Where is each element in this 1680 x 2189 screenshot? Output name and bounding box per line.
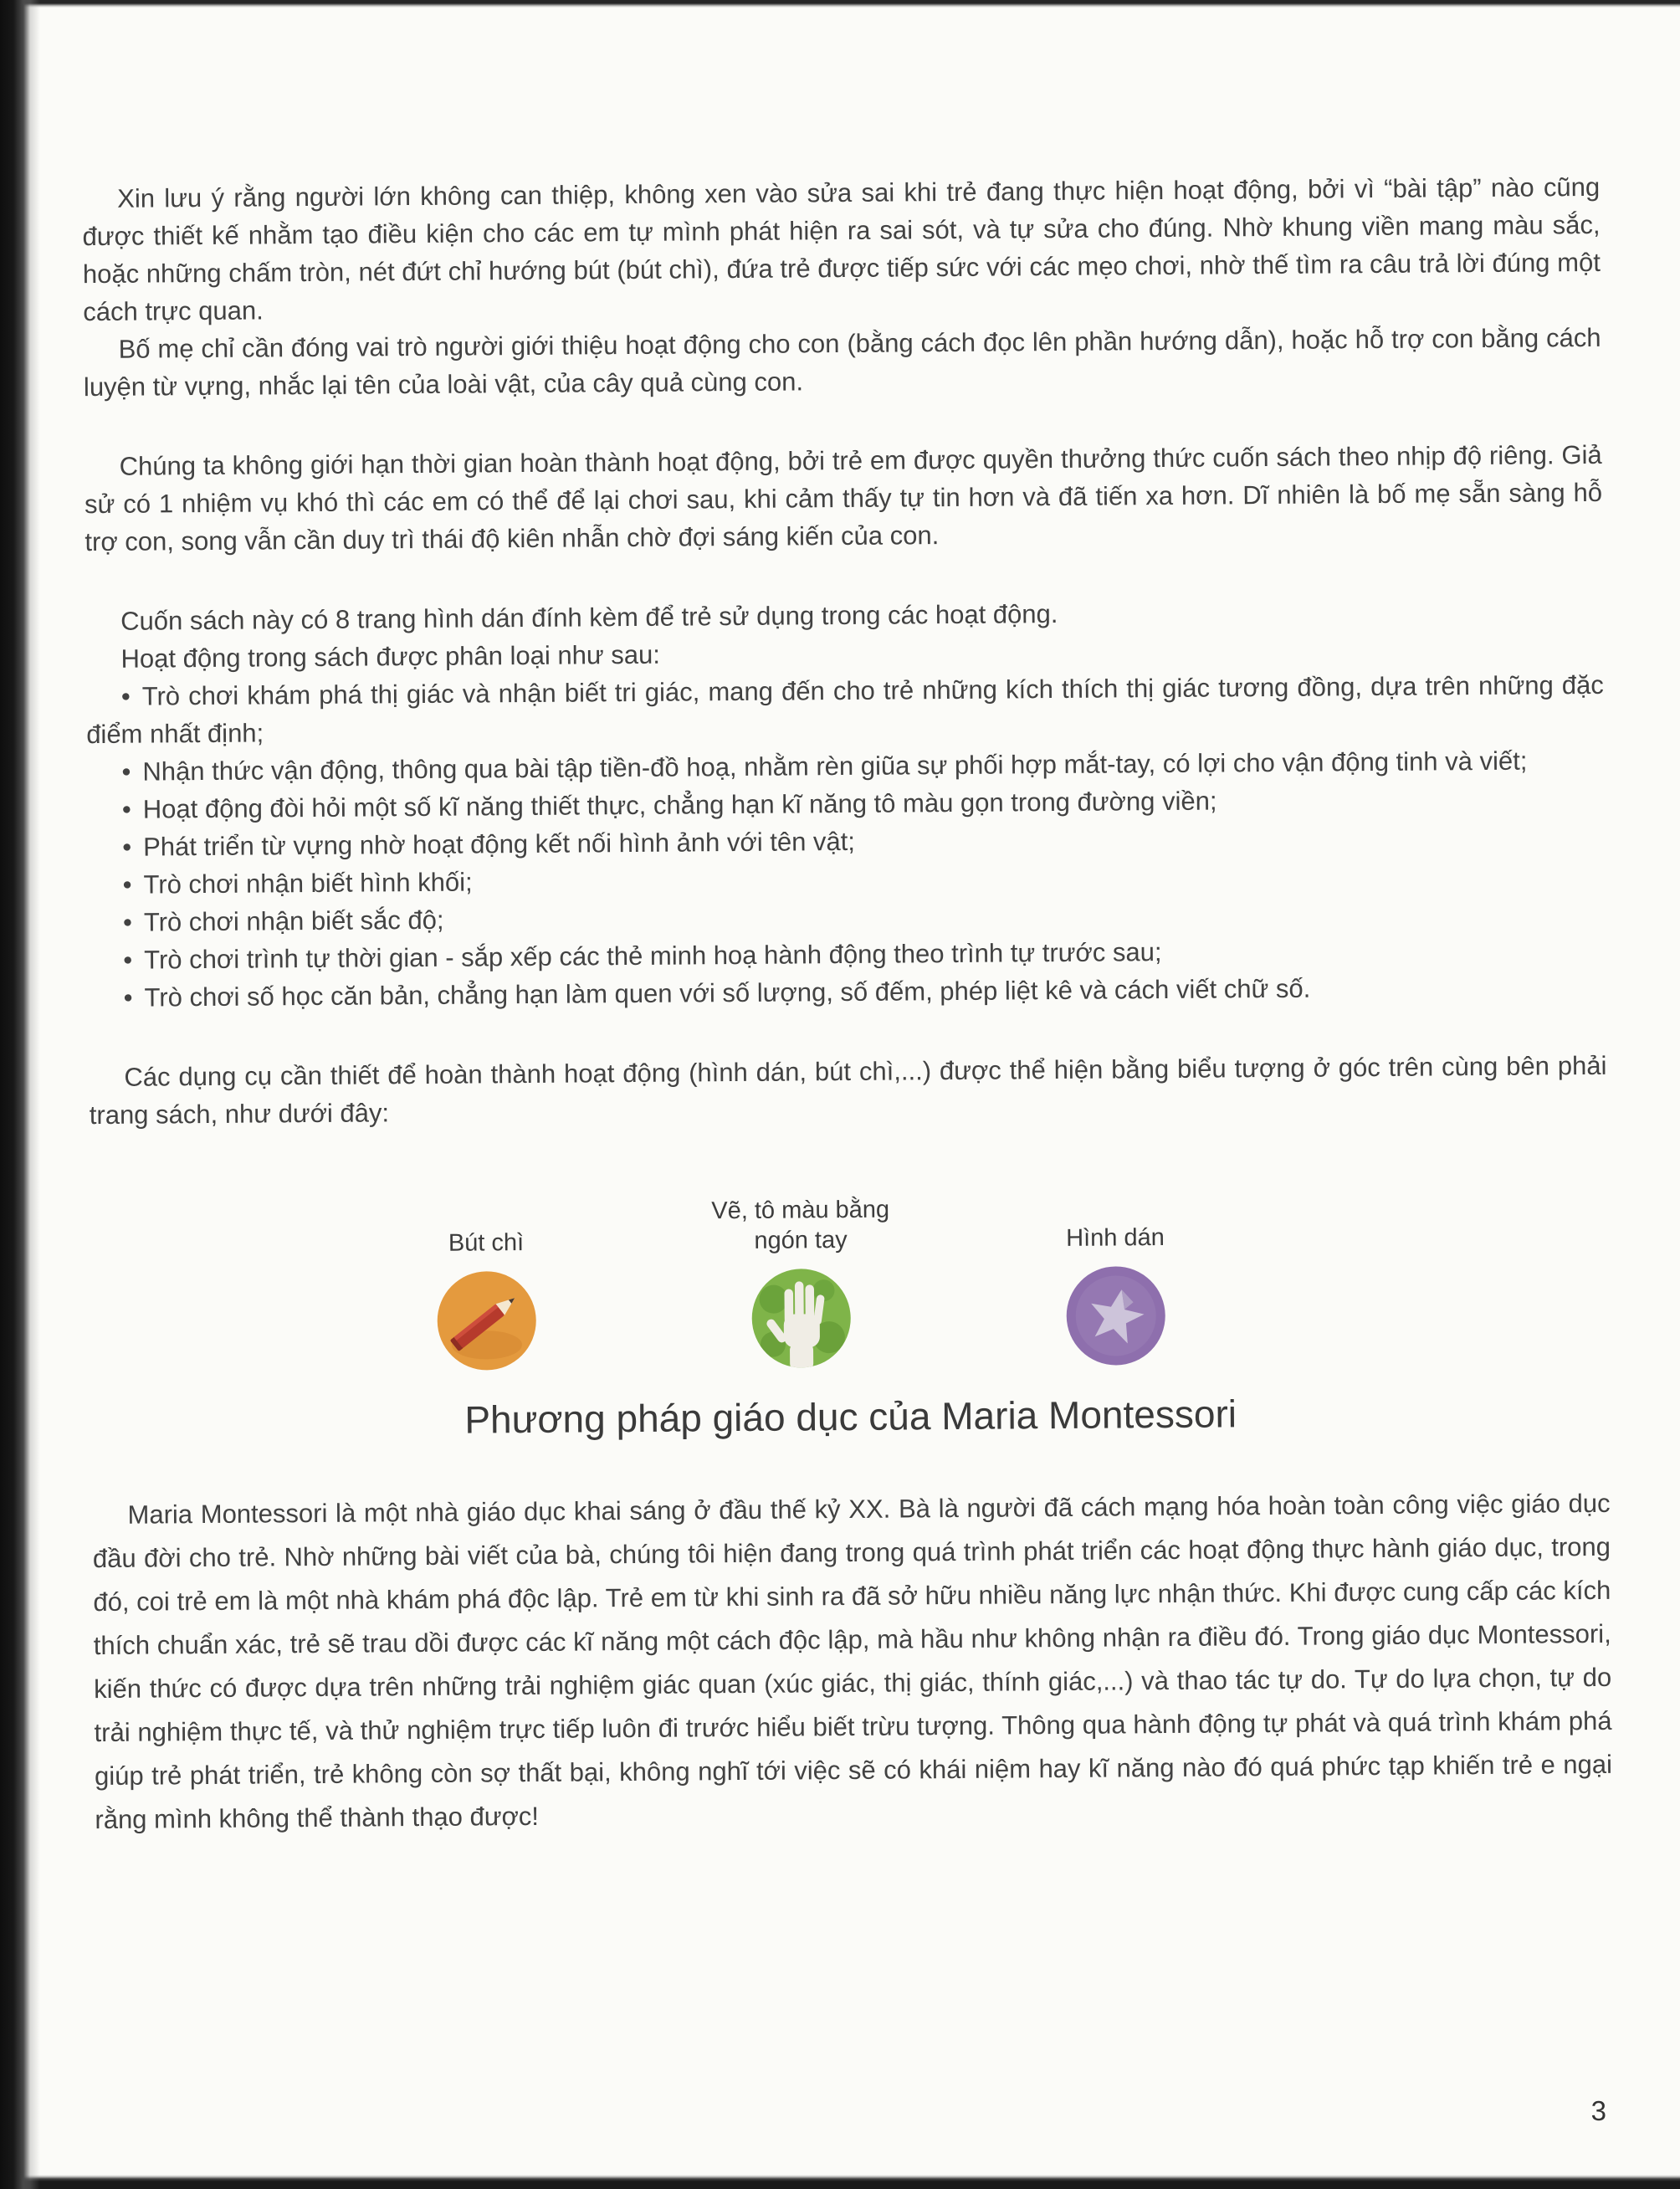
paragraph-parent-role: Bố mẹ chỉ cần đóng vai trò người giới thiệu hoạt động cho con (bằng cách đọc lên phần hướng dẫn), hoặc hỗ trợ con bằng cách luyện từ vựng, nhắc lại tên của loài vật, của cây quả cùng con.: [83, 322, 1601, 402]
section-heading-montessori: Phương pháp giáo dục của Maria Montessori: [464, 1392, 1237, 1442]
page-number: 3: [1590, 2095, 1606, 2126]
bullet-text: Nhận thức vận động, thông qua bài tập tiền-đồ hoạ, nhằm rèn giũa sự phối hợp mắt-tay, có lợi cho vận động tinh và viết;: [142, 746, 1528, 787]
tool-finger-paint: [691, 1174, 910, 1370]
paragraph-montessori-method: Maria Montessori là một nhà giáo dục khai sáng ở đầu thế kỷ XX. Bà là người đã cách mạng hóa hoàn toàn công việc giáo dục đầu đời cho trẻ. Nhờ những bài viết của bà, chúng tôi hiện đang trong quá trình phát triển các hoạt động thực hành giáo dục, trong đó, coi trẻ em là một nhà khám phá độc lập. Trẻ em từ khi sinh ra đã sở hữu nhiều năng lực nhận thức. Khi được cung cấp các kích thích chuẩn xác, trẻ sẽ trau dồi được các kĩ năng một cách độc lập, mà hầu như không nhận ra điều đó. Trong giáo dục Montessori, kiến thức có được dựa trên những trải nghiệm giác quan (xúc giác, thị giác, thính giác,...) và thao tác tự do. Tự do lựa chọn, tự do trải nghiệm thực tế, và thử nghiệm trực tiếp luôn đi trước hiểu biết trừu tượng. Thông qua hành động tự phát và quá trình khám phá giúp trẻ phát triển, trẻ không còn sợ thất bại, không nghĩ tới việc sẽ có khái niệm hay kĩ năng nào đó quá phức tạp khiến trẻ e ngại rằng mình không thể thành thạo được!: [92, 1488, 1613, 1835]
tool-icons-row: [41, 1169, 1560, 1375]
paragraph-no-time-limit: Chúng ta không giới hạn thời gian hoàn thành hoạt động, bởi trẻ em được quyền thưởng thức cuốn sách theo nhịp độ riêng. Giả sử có 1 nhiệm vụ khó thì các em có thể để lại chơi sau, khi cảm thấy tự tin hơn và đã tiến xa hơn. Dĩ nhiên là bố mẹ sẵn sàng hỗ trợ con, song vẫn cần duy trì thái độ kiên nhẫn chờ đợi sáng kiến của con.: [84, 439, 1603, 557]
paragraph-tools-legend: Các dụng cụ cần thiết để hoàn thành hoạt động (hình dán, bút chì,...) được thể hiện bằng biểu tượng ở góc trên cùng bên phải trang sách, như dưới đây:: [89, 1050, 1607, 1130]
finger-paint-hand-icon: [750, 1267, 853, 1370]
bullet-dot: •: [121, 756, 131, 787]
bullet-dot: •: [123, 982, 133, 1012]
paragraph-no-interference: Xin lưu ý rằng người lớn không can thiệp, không xen vào sửa sai khi trẻ đang thực hiện hoạt động, bởi vì “bài tập” nào cũng được thiết kế nhằm tạo điều kiện cho các em tự mình phát hiện ra sai sót, và tự sửa cho đúng. Nhờ khung viền mang màu sắc, hoặc những chấm tròn, nét đứt chỉ hướng bút (bút chì), đứa trẻ được tiếp sức với các mẹo chơi, nhờ thế tìm ra câu trả lời đúng một cách trực quan.: [82, 172, 1601, 327]
bullet-dot: •: [122, 832, 132, 862]
pencil-icon: [435, 1269, 538, 1372]
sticker-icon: [1064, 1264, 1167, 1367]
book-page: [82, 168, 1613, 1842]
bullet-text: Trò chơi số học căn bản, chẳng hạn làm quen với số lượng, số đếm, phép liệt kê và cách viết chữ số.: [144, 973, 1311, 1012]
tool-sticker: [1006, 1171, 1225, 1367]
bullet-dot: •: [120, 681, 131, 711]
bullet-text: Hoạt động đòi hỏi một số kĩ năng thiết thực, chẳng hạn kĩ năng tô màu gọn trong đường viền;: [142, 786, 1217, 824]
bullet-text: Trò chơi nhận biết sắc độ;: [143, 905, 444, 937]
tool-pencil: [376, 1177, 596, 1372]
pencil-icon-label: Bút chì: [448, 1229, 525, 1257]
finger-paint-icon-label: Vẽ, tô màu bằng ngón tay: [711, 1196, 890, 1254]
bullet-text: Trò chơi khám phá thị giác và nhận biết tri giác, mang đến cho trẻ những kích thích thị giác tương đồng, dựa trên những đặc điểm nhất định;: [86, 669, 1604, 750]
scan-edge-top: [0, 0, 1680, 8]
scan-edge-bottom: [0, 2175, 1680, 2189]
paragraph-activity-classification: Hoạt động trong sách được phân loại như sau:: [120, 639, 660, 674]
sticker-icon-label: Hình dán: [1066, 1224, 1165, 1252]
paragraph-sticker-pages: Cuốn sách này có 8 trang hình dán đính kèm để trẻ sử dụng trong các hoạt động.: [120, 598, 1058, 636]
bullet-dot: •: [122, 869, 132, 900]
tools-figure: [90, 1169, 1609, 1375]
bullet-visual-discovery: [86, 666, 1605, 753]
bullet-text: Trò chơi trình tự thời gian - sắp xếp các thẻ minh hoạ hành động theo trình tự trước sau;: [144, 937, 1162, 975]
scan-edge-left: [0, 0, 40, 2189]
bullet-dot: •: [122, 907, 132, 937]
bullet-text: Phát triển từ vựng nhờ hoạt động kết nối hình ảnh với tên vật;: [143, 826, 856, 862]
bullet-dot: •: [121, 794, 131, 824]
bullet-text: Trò chơi nhận biết hình khối;: [143, 867, 473, 900]
bullet-dot: •: [123, 945, 133, 975]
